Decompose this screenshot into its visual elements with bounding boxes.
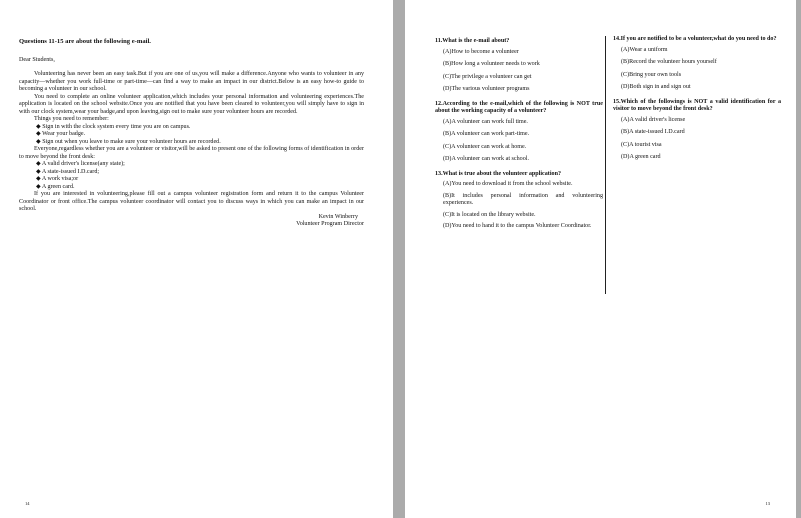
questions-column-left <box>435 38 603 238</box>
paragraph-4: Everyone,regardless whether you are a volunteer or visitor,will be asked to present one of the following forms of identification in order to move beyond the front desk: <box>19 146 364 160</box>
option: (D)A green card <box>621 154 661 160</box>
greeting: Dear Students, <box>19 56 55 63</box>
question-title: 11.What is the e-mail about? <box>435 38 510 44</box>
option: (D)The various volunteer programs <box>443 86 530 92</box>
option: (D)A volunteer can work at school. <box>443 156 529 162</box>
column-divider <box>605 36 606 294</box>
paragraph-1: Volunteering has never been an easy task.But if you are one of us,you will make a difference.Anyone who wants to volunteer in any capacity—whether you work full-time or part-time—can find a way to make an impact in our district.Below is an easy how-to guide to becoming a volunteer in our school. <box>19 71 364 92</box>
page-number-left: 14 <box>25 501 30 506</box>
right-page <box>405 0 796 518</box>
question-12 <box>435 101 603 164</box>
paragraph-5: If you are interested in volunteering,please fill out a campus volunteer registration form and return it to the campus Volunteer Coordinator or front office.The campus volunteer coordinator will contact you to discuss ways in which you can make an impact in our school. <box>19 191 364 212</box>
list-item: ◆ Sign in with the clock system every time you are on campus. <box>36 123 191 130</box>
questions-column-right <box>613 36 781 169</box>
option: (A)Wear a uniform <box>621 46 668 53</box>
option: (D)You need to hand it to the campus Volunteer Coordinator. <box>443 223 592 229</box>
option: (B)Record the volunteer hours yourself <box>621 59 717 65</box>
list-item: ◆ A state-issued I.D.card; <box>36 168 100 175</box>
option: (A)A valid driver's license <box>621 116 686 123</box>
option: (C)It is located on the library website. <box>443 211 536 218</box>
question-title: 15.Which of the followings is NOT a valid identification for a visitor to move beyond the front desk? <box>613 98 781 112</box>
option: (C)The privilege a volunteer can get <box>443 73 532 80</box>
paragraph-2: You need to complete an online volunteer application,which includes your personal information and volunteering experiences.The application is located on the school website.Once you are notified that you have been cleared to volunteer,you will simply have to sign in with our clock system,wear your badge,and upon leaving,sign out to make sure your volunteer hours are recorded. <box>19 93 364 115</box>
left-page <box>0 0 393 518</box>
option: (C)A volunteer can work at home. <box>443 143 527 150</box>
question-title: 12.According to the e-mail,which of the following is NOT true about the working capacity of a volunteer? <box>435 100 603 114</box>
question-title: 14.If you are notified to be a volunteer,what do you need to do? <box>613 36 777 42</box>
option: (B)How long a volunteer needs to work <box>443 61 540 67</box>
option: (B)A volunteer can work part-time. <box>443 131 530 137</box>
list-item: ◆ A green card. <box>36 183 75 190</box>
paragraph-3: Things you need to remember: <box>34 116 109 122</box>
list-item: ◆ Wear your badge. <box>36 131 86 137</box>
page-number-right: 13 <box>765 501 770 506</box>
option: (D)Both sign in and sign out <box>621 84 691 90</box>
option: (B)It includes personal information and volunteering experiences. <box>443 192 603 206</box>
option: (C)A tourist visa <box>621 141 662 148</box>
question-13 <box>435 171 603 231</box>
option: (A)You need to download it from the school website. <box>443 181 573 187</box>
list-item: ◆ A valid driver's license(any state); <box>36 161 125 167</box>
option: (A)A volunteer can work full time. <box>443 118 528 125</box>
reading-passage <box>19 38 364 229</box>
question-15 <box>613 99 781 162</box>
question-11 <box>435 38 603 94</box>
option: (B)A state-issued I.D.card <box>621 129 685 135</box>
question-title: 13.What is true about the volunteer application? <box>435 170 561 177</box>
signature-title: Volunteer Program Director <box>296 221 364 227</box>
list-item: ◆ Sign out when you leave to make sure your volunteer hours are recorded. <box>36 138 221 145</box>
signature-name: Kevin Winberry <box>318 213 358 220</box>
option: (C)Bring your own tools <box>621 71 682 78</box>
passage-title: Questions 11-15 are about the following e-mail. <box>19 38 151 45</box>
question-14 <box>613 36 781 92</box>
list-item: ◆ A work visa;or <box>36 176 79 182</box>
option: (A)How to become a volunteer <box>443 48 519 55</box>
